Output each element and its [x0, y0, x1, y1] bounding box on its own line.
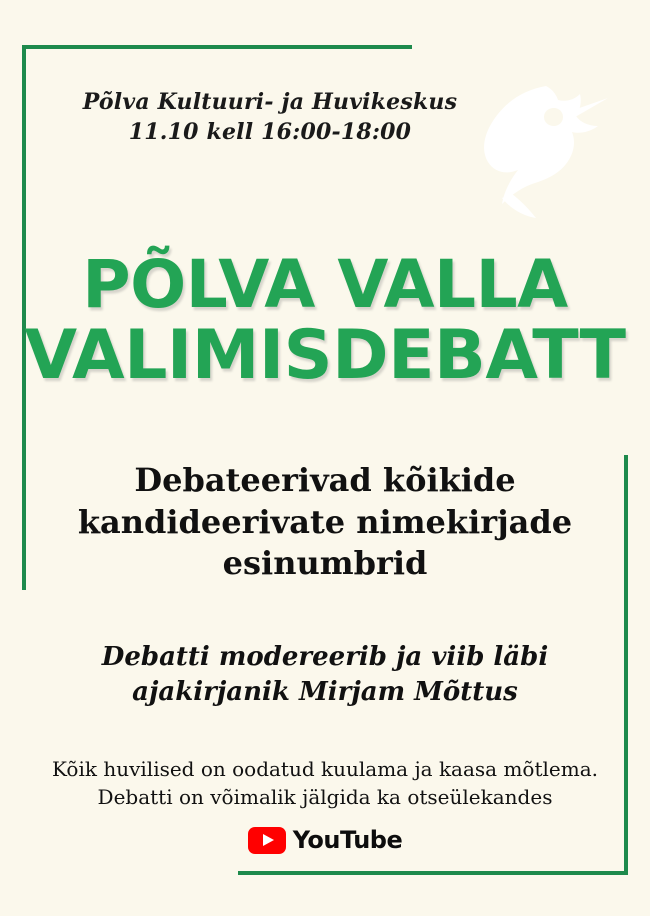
frame-line-right [624, 455, 628, 875]
moderator-line-1: Debatti modereerib ja viib läbi [101, 642, 549, 672]
datetime-text: 11.10 kell 16:00-18:00 [128, 118, 412, 145]
youtube-logo[interactable] [0, 826, 650, 854]
footnote-line-1: Kõik huvilised on oodatud kuulama ja kaasa mõtlema. [52, 757, 598, 781]
frame-line-bottom [238, 871, 628, 875]
footnote-block [20, 755, 630, 811]
moderator-line-2: ajakirjanik Mirjam Mõttus [132, 677, 518, 708]
page-title [0, 246, 650, 395]
footnote-line-2: Debatti on võimalik jälgida ka otseülekandes [97, 785, 553, 809]
header-block [0, 88, 650, 147]
youtube-label: YouTube [292, 826, 403, 854]
subtitle-text: Debateerivad kõikide kandideerivate nimekirjade esinumbrid [77, 461, 573, 583]
page-title-line-2: VALIMISDEBATT [24, 315, 626, 395]
frame-line-top [22, 45, 412, 49]
youtube-play-icon [248, 827, 286, 854]
venue-text: Põlva Kultuuri- ja Huvikeskus [82, 89, 458, 115]
page-title-line-1: PÕLVA VALLA [82, 246, 568, 323]
moderator-block [40, 640, 610, 710]
